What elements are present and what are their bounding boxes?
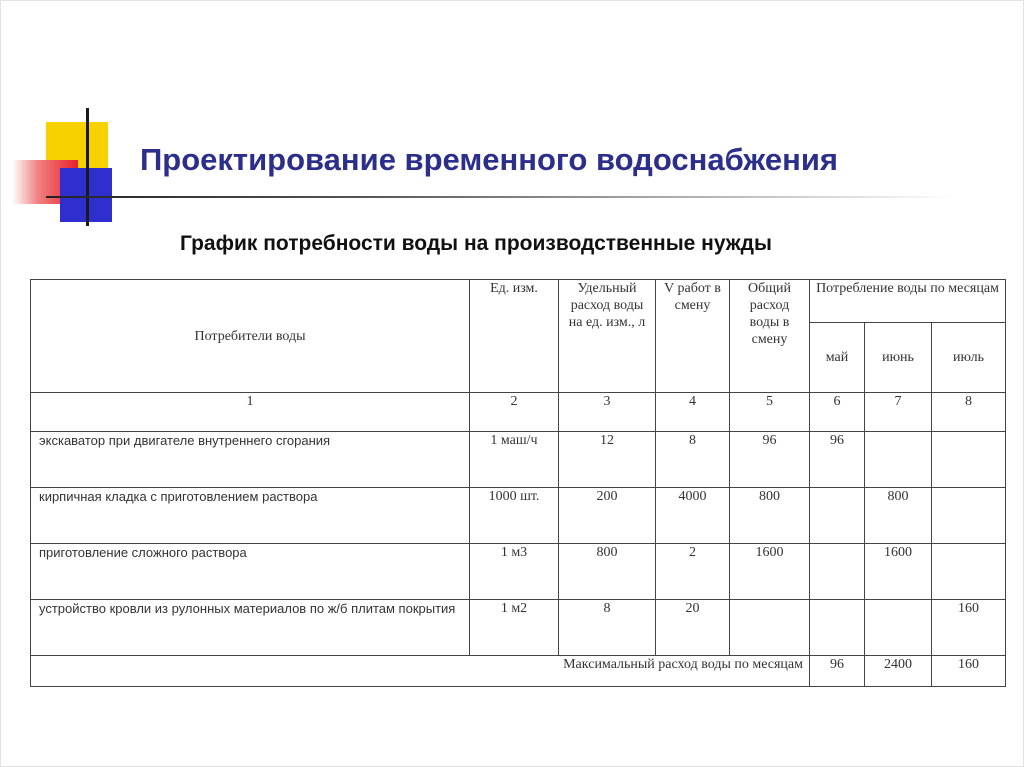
specific-cell: 8 xyxy=(559,600,656,656)
header-specific-consumption: Удельный расход воды на ед. изм., л xyxy=(559,280,656,393)
june-cell xyxy=(865,600,932,656)
specific-cell: 800 xyxy=(559,544,656,600)
june-cell: 1600 xyxy=(865,544,932,600)
water-demand-table xyxy=(30,279,1006,687)
column-number: 6 xyxy=(810,393,865,432)
volume-cell: 4000 xyxy=(656,488,730,544)
header-consumer: Потребители воды xyxy=(31,280,470,393)
july-cell xyxy=(932,488,1006,544)
header-month-july: июль xyxy=(932,323,1006,393)
consumer-name: кирпичная кладка с приготовлением раствора xyxy=(31,488,470,544)
specific-cell: 12 xyxy=(559,432,656,488)
header-row xyxy=(31,280,1006,323)
total-cell: 96 xyxy=(730,432,810,488)
volume-cell: 20 xyxy=(656,600,730,656)
column-number: 1 xyxy=(31,393,470,432)
column-number: 4 xyxy=(656,393,730,432)
unit-cell: 1000 шт. xyxy=(470,488,559,544)
total-cell xyxy=(730,600,810,656)
june-cell: 800 xyxy=(865,488,932,544)
volume-cell: 8 xyxy=(656,432,730,488)
may-cell xyxy=(810,488,865,544)
total-cell: 800 xyxy=(730,488,810,544)
unit-cell: 1 м3 xyxy=(470,544,559,600)
summary-row xyxy=(31,656,1006,687)
may-cell: 96 xyxy=(810,432,865,488)
summary-may: 96 xyxy=(810,656,865,687)
title-underline xyxy=(46,196,956,198)
july-cell xyxy=(932,544,1006,600)
column-number: 8 xyxy=(932,393,1006,432)
summary-label: Максимальный расход воды по месяцам xyxy=(31,656,810,687)
total-cell: 1600 xyxy=(730,544,810,600)
header-work-volume: V работ в смену xyxy=(656,280,730,393)
unit-cell: 1 м2 xyxy=(470,600,559,656)
consumer-name: устройство кровли из рулонных материалов по ж/б плитам покрытия xyxy=(31,600,470,656)
vertical-line-shape xyxy=(86,108,89,226)
may-cell xyxy=(810,600,865,656)
header-month-may: май xyxy=(810,323,865,393)
header-monthly-consumption: Потребление воды по месяцам xyxy=(810,280,1006,323)
summary-july: 160 xyxy=(932,656,1006,687)
table-row xyxy=(31,432,1006,488)
summary-june: 2400 xyxy=(865,656,932,687)
may-cell xyxy=(810,544,865,600)
consumer-name: приготовление сложного раствора xyxy=(31,544,470,600)
table-row xyxy=(31,488,1006,544)
consumer-name: экскаватор при двигателе внутреннего сгорания xyxy=(31,432,470,488)
header-total-consumption: Общий расход воды в смену xyxy=(730,280,810,393)
decorative-logo xyxy=(0,0,150,240)
column-number: 5 xyxy=(730,393,810,432)
table-row xyxy=(31,600,1006,656)
slide-subtitle: График потребности воды на производственные нужды xyxy=(180,232,772,255)
table-row xyxy=(31,544,1006,600)
slide-title: Проектирование временного водоснабжения xyxy=(140,142,838,177)
july-cell xyxy=(932,432,1006,488)
column-number: 7 xyxy=(865,393,932,432)
column-numbers-row xyxy=(31,393,1006,432)
specific-cell: 200 xyxy=(559,488,656,544)
volume-cell: 2 xyxy=(656,544,730,600)
header-month-june: июнь xyxy=(865,323,932,393)
july-cell: 160 xyxy=(932,600,1006,656)
june-cell xyxy=(865,432,932,488)
column-number: 3 xyxy=(559,393,656,432)
unit-cell: 1 маш/ч xyxy=(470,432,559,488)
column-number: 2 xyxy=(470,393,559,432)
header-unit: Ед. изм. xyxy=(470,280,559,393)
